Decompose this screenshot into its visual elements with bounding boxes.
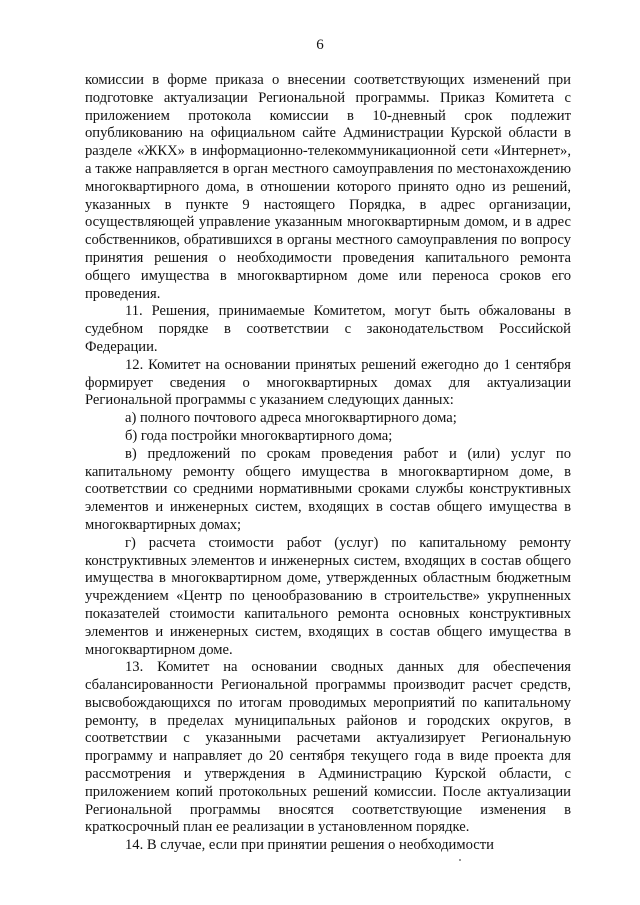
paragraph-continuation: комиссии в форме приказа о внесении соответствующих изменений при подготовке актуализации Региональной программы. Приказ Комитета с приложением протокола комиссии в 10-дневный срок подлежит опубликованию на официальном сайте Администрации Курской области в разделе «ЖКХ» в информационно-телекоммуникационной сети «Интернет», а также направляется в орган местного самоуправления по местонахождению многоквартирного дома, в отношении которого принято одно из решений, указанных в пункте 9 настоящего Порядка, в адрес организации, осуществляющей управление указанным многоквартирным домом, и в адрес собственников, обратившихся в органы местного самоуправления по вопросу принятия решения о необходимости проведения капитального ремонта общего имущества в многоквартирном доме или переноса сроков его проведения. xyxy=(85,72,571,302)
scan-speck xyxy=(459,859,461,861)
paragraph-item-13: 13. Комитет на основании сводных данных для обеспечения сбалансированности Региональной программы производит расчет средств, высвобождающихся по итогам проводимых мероприятий по капитальному ремонту, в пределах муниципальных районов и городских округов, в соответствии с указанными расчетами актуализирует Региональную программу и направляет до 20 сентября текущего года в виде проекта для рассмотрения и утверждения в Администрацию Курской области, с приложением копий протокольных решений комиссии. После актуализации Региональной программы вносятся соответствующие изменения в краткосрочный план ее реализации в установленном порядке. xyxy=(85,659,571,836)
paragraph-item-12: 12. Комитет на основании принятых решений ежегодно до 1 сентября формирует сведения о многоквартирных домах для актуализации Региональной программы с указанием следующих данных: xyxy=(85,356,571,409)
subitem-g: г) расчета стоимости работ (услуг) по капитальному ремонту конструктивных элементов и инженерных систем, входящих в состав общего имущества в многоквартирном доме, утвержденных областным бюджетным учреждением «Центр по ценообразованию в строительстве» укрупненных показателей стоимости капитального ремонта основных конструктивных элементов и инженерных систем, входящих в состав общего имущества в многоквартирном доме. xyxy=(85,534,571,658)
paragraph-item-14: 14. В случае, если при принятии решения о необходимости xyxy=(125,837,494,854)
subitem-b: б) года постройки многоквартирного дома; xyxy=(125,427,393,444)
page-number: 6 xyxy=(316,37,324,53)
subitem-v: в) предложений по срокам проведения работ и (или) услуг по капитальному ремонту общего имущества в многоквартирном доме, в соответствии со средними нормативными сроками службы конструктивных элементов и инженерных систем, входящих в состав общего имущества в многоквартирных домах; xyxy=(85,445,571,533)
subitem-a: а) полного почтового адреса многоквартирного дома; xyxy=(125,410,457,427)
document-body xyxy=(85,72,571,855)
paragraph-item-11: 11. Решения, принимаемые Комитетом, могут быть обжалованы в судебном порядке в соответствии с законодательством Российской Федерации. xyxy=(85,303,571,355)
